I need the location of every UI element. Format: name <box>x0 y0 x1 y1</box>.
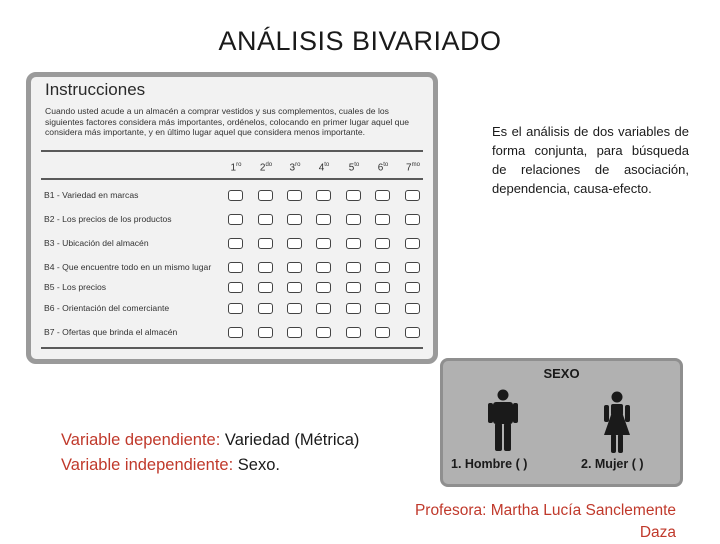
independent-value: Sexo. <box>237 456 280 474</box>
rank-checkbox[interactable] <box>287 327 302 338</box>
rank-checkbox[interactable] <box>405 238 420 249</box>
dependent-label: Variable dependiente: <box>61 431 221 449</box>
rank-checkbox[interactable] <box>375 214 390 225</box>
rank-checkbox[interactable] <box>346 282 361 293</box>
instructions-heading: Instrucciones <box>45 80 146 99</box>
rank-checkbox[interactable] <box>375 327 390 338</box>
male-figure-icon <box>488 389 518 451</box>
rank-checkbox[interactable] <box>405 282 420 293</box>
rank-checkbox[interactable] <box>258 238 273 249</box>
header-divider <box>41 178 423 180</box>
rank-checkbox[interactable] <box>228 190 243 201</box>
professor-line-1: Profesora: Martha Lucía Sanclemente <box>414 502 676 519</box>
item-label-b1: B1 - Variedad en marcas <box>44 190 139 200</box>
rank-label-1 <box>225 162 247 173</box>
rank-label-3 <box>284 162 306 173</box>
rank-checkbox[interactable] <box>375 262 390 273</box>
variables-block <box>61 428 359 478</box>
rank-checkbox[interactable] <box>346 238 361 249</box>
rank-checkbox[interactable] <box>316 303 331 314</box>
rank-checkbox[interactable] <box>258 190 273 201</box>
rank-checkbox[interactable] <box>258 262 273 273</box>
independent-variable-line <box>61 453 359 478</box>
rank-checkbox[interactable] <box>316 238 331 249</box>
rank-number: 7 <box>406 162 412 174</box>
professor-line-2: Daza <box>639 524 676 541</box>
item-label-b7: B7 - Ofertas que brinda el almacén <box>44 327 178 337</box>
rank-suffix: ro <box>295 162 301 168</box>
questionnaire-card <box>26 72 438 364</box>
rank-checkbox[interactable] <box>375 238 390 249</box>
rank-checkbox[interactable] <box>258 303 273 314</box>
rank-label-6 <box>372 162 394 173</box>
rank-checkbox[interactable] <box>375 282 390 293</box>
rank-checkbox[interactable] <box>287 238 302 249</box>
rank-checkbox[interactable] <box>346 262 361 273</box>
rank-checkbox[interactable] <box>316 262 331 273</box>
rank-number: 1 <box>230 162 237 174</box>
rank-number: 6 <box>377 162 384 174</box>
rank-checkbox[interactable] <box>316 282 331 293</box>
independent-label: Variable independiente: <box>61 456 234 474</box>
rank-checkbox[interactable] <box>228 214 243 225</box>
rank-number: 2 <box>259 162 266 174</box>
rank-checkbox[interactable] <box>287 190 302 201</box>
rank-checkbox[interactable] <box>228 303 243 314</box>
rank-checkbox[interactable] <box>287 303 302 314</box>
rank-number: 3 <box>289 162 296 174</box>
rank-suffix: to <box>383 162 389 168</box>
bottom-divider <box>41 347 423 349</box>
item-label-b3: B3 - Ubicación del almacén <box>44 238 149 248</box>
rank-checkbox[interactable] <box>405 214 420 225</box>
item-label-b2: B2 - Los precios de los productos <box>44 214 172 224</box>
rank-checkbox[interactable] <box>316 190 331 201</box>
rank-checkbox[interactable] <box>228 282 243 293</box>
rank-checkbox[interactable] <box>228 262 243 273</box>
top-divider <box>41 150 423 152</box>
rank-checkbox[interactable] <box>405 303 420 314</box>
rank-checkbox[interactable] <box>287 282 302 293</box>
professor-credit <box>370 500 676 544</box>
rank-checkbox[interactable] <box>316 327 331 338</box>
rank-checkbox[interactable] <box>258 327 273 338</box>
rank-label-2 <box>255 162 277 173</box>
dependent-variable-line <box>61 428 359 453</box>
bivariate-description: Es el análisis de dos variables de forma conjunta, para búsqueda de relaciones de asociación, dependencia, causa-efecto. <box>492 124 689 196</box>
rank-suffix: ro <box>236 162 242 168</box>
rank-suffix: to <box>354 162 360 168</box>
rank-number: 5 <box>348 162 355 174</box>
item-label-b6: B6 - Orientación del comerciante <box>44 303 170 313</box>
slide-title: ANÁLISIS BIVARIADO <box>218 26 502 56</box>
rank-checkbox[interactable] <box>405 262 420 273</box>
sexo-card <box>440 358 683 487</box>
instructions-text: Cuando usted acude a un almacén a comprar vestidos y sus complementos, cuales de los siguientes factores considera más importantes, ordénelos, colocando en primer lugar aquel que considera más importante, y en último lugar aquel que considera menos importante. <box>45 106 410 138</box>
item-label-b5: B5 - Los precios <box>44 282 107 292</box>
female-figure-icon <box>601 391 633 453</box>
rank-label-5 <box>343 162 365 173</box>
rank-checkbox[interactable] <box>405 190 420 201</box>
rank-label-4 <box>313 162 335 173</box>
rank-label-7 <box>402 162 424 173</box>
rank-checkbox[interactable] <box>405 327 420 338</box>
rank-suffix: mo <box>411 162 420 168</box>
rank-checkbox[interactable] <box>346 303 361 314</box>
rank-checkbox[interactable] <box>228 327 243 338</box>
rank-checkbox[interactable] <box>346 327 361 338</box>
rank-number: 4 <box>318 162 325 174</box>
rank-checkbox[interactable] <box>375 303 390 314</box>
rank-suffix: do <box>265 162 273 168</box>
rank-checkbox[interactable] <box>316 214 331 225</box>
rank-checkbox[interactable] <box>258 214 273 225</box>
item-label-b4: B4 - Que encuentre todo en un mismo lugar <box>44 262 212 272</box>
option-mujer: 2. Mujer ( ) <box>581 457 644 471</box>
dependent-value: Variedad (Métrica) <box>224 431 360 449</box>
rank-checkbox[interactable] <box>228 238 243 249</box>
rank-checkbox[interactable] <box>346 214 361 225</box>
option-hombre: 1. Hombre ( ) <box>451 457 528 471</box>
rank-suffix: to <box>324 162 330 168</box>
rank-checkbox[interactable] <box>287 262 302 273</box>
rank-checkbox[interactable] <box>287 214 302 225</box>
rank-checkbox[interactable] <box>375 190 390 201</box>
rank-checkbox[interactable] <box>258 282 273 293</box>
rank-checkbox[interactable] <box>346 190 361 201</box>
sexo-title: SEXO <box>543 366 580 381</box>
